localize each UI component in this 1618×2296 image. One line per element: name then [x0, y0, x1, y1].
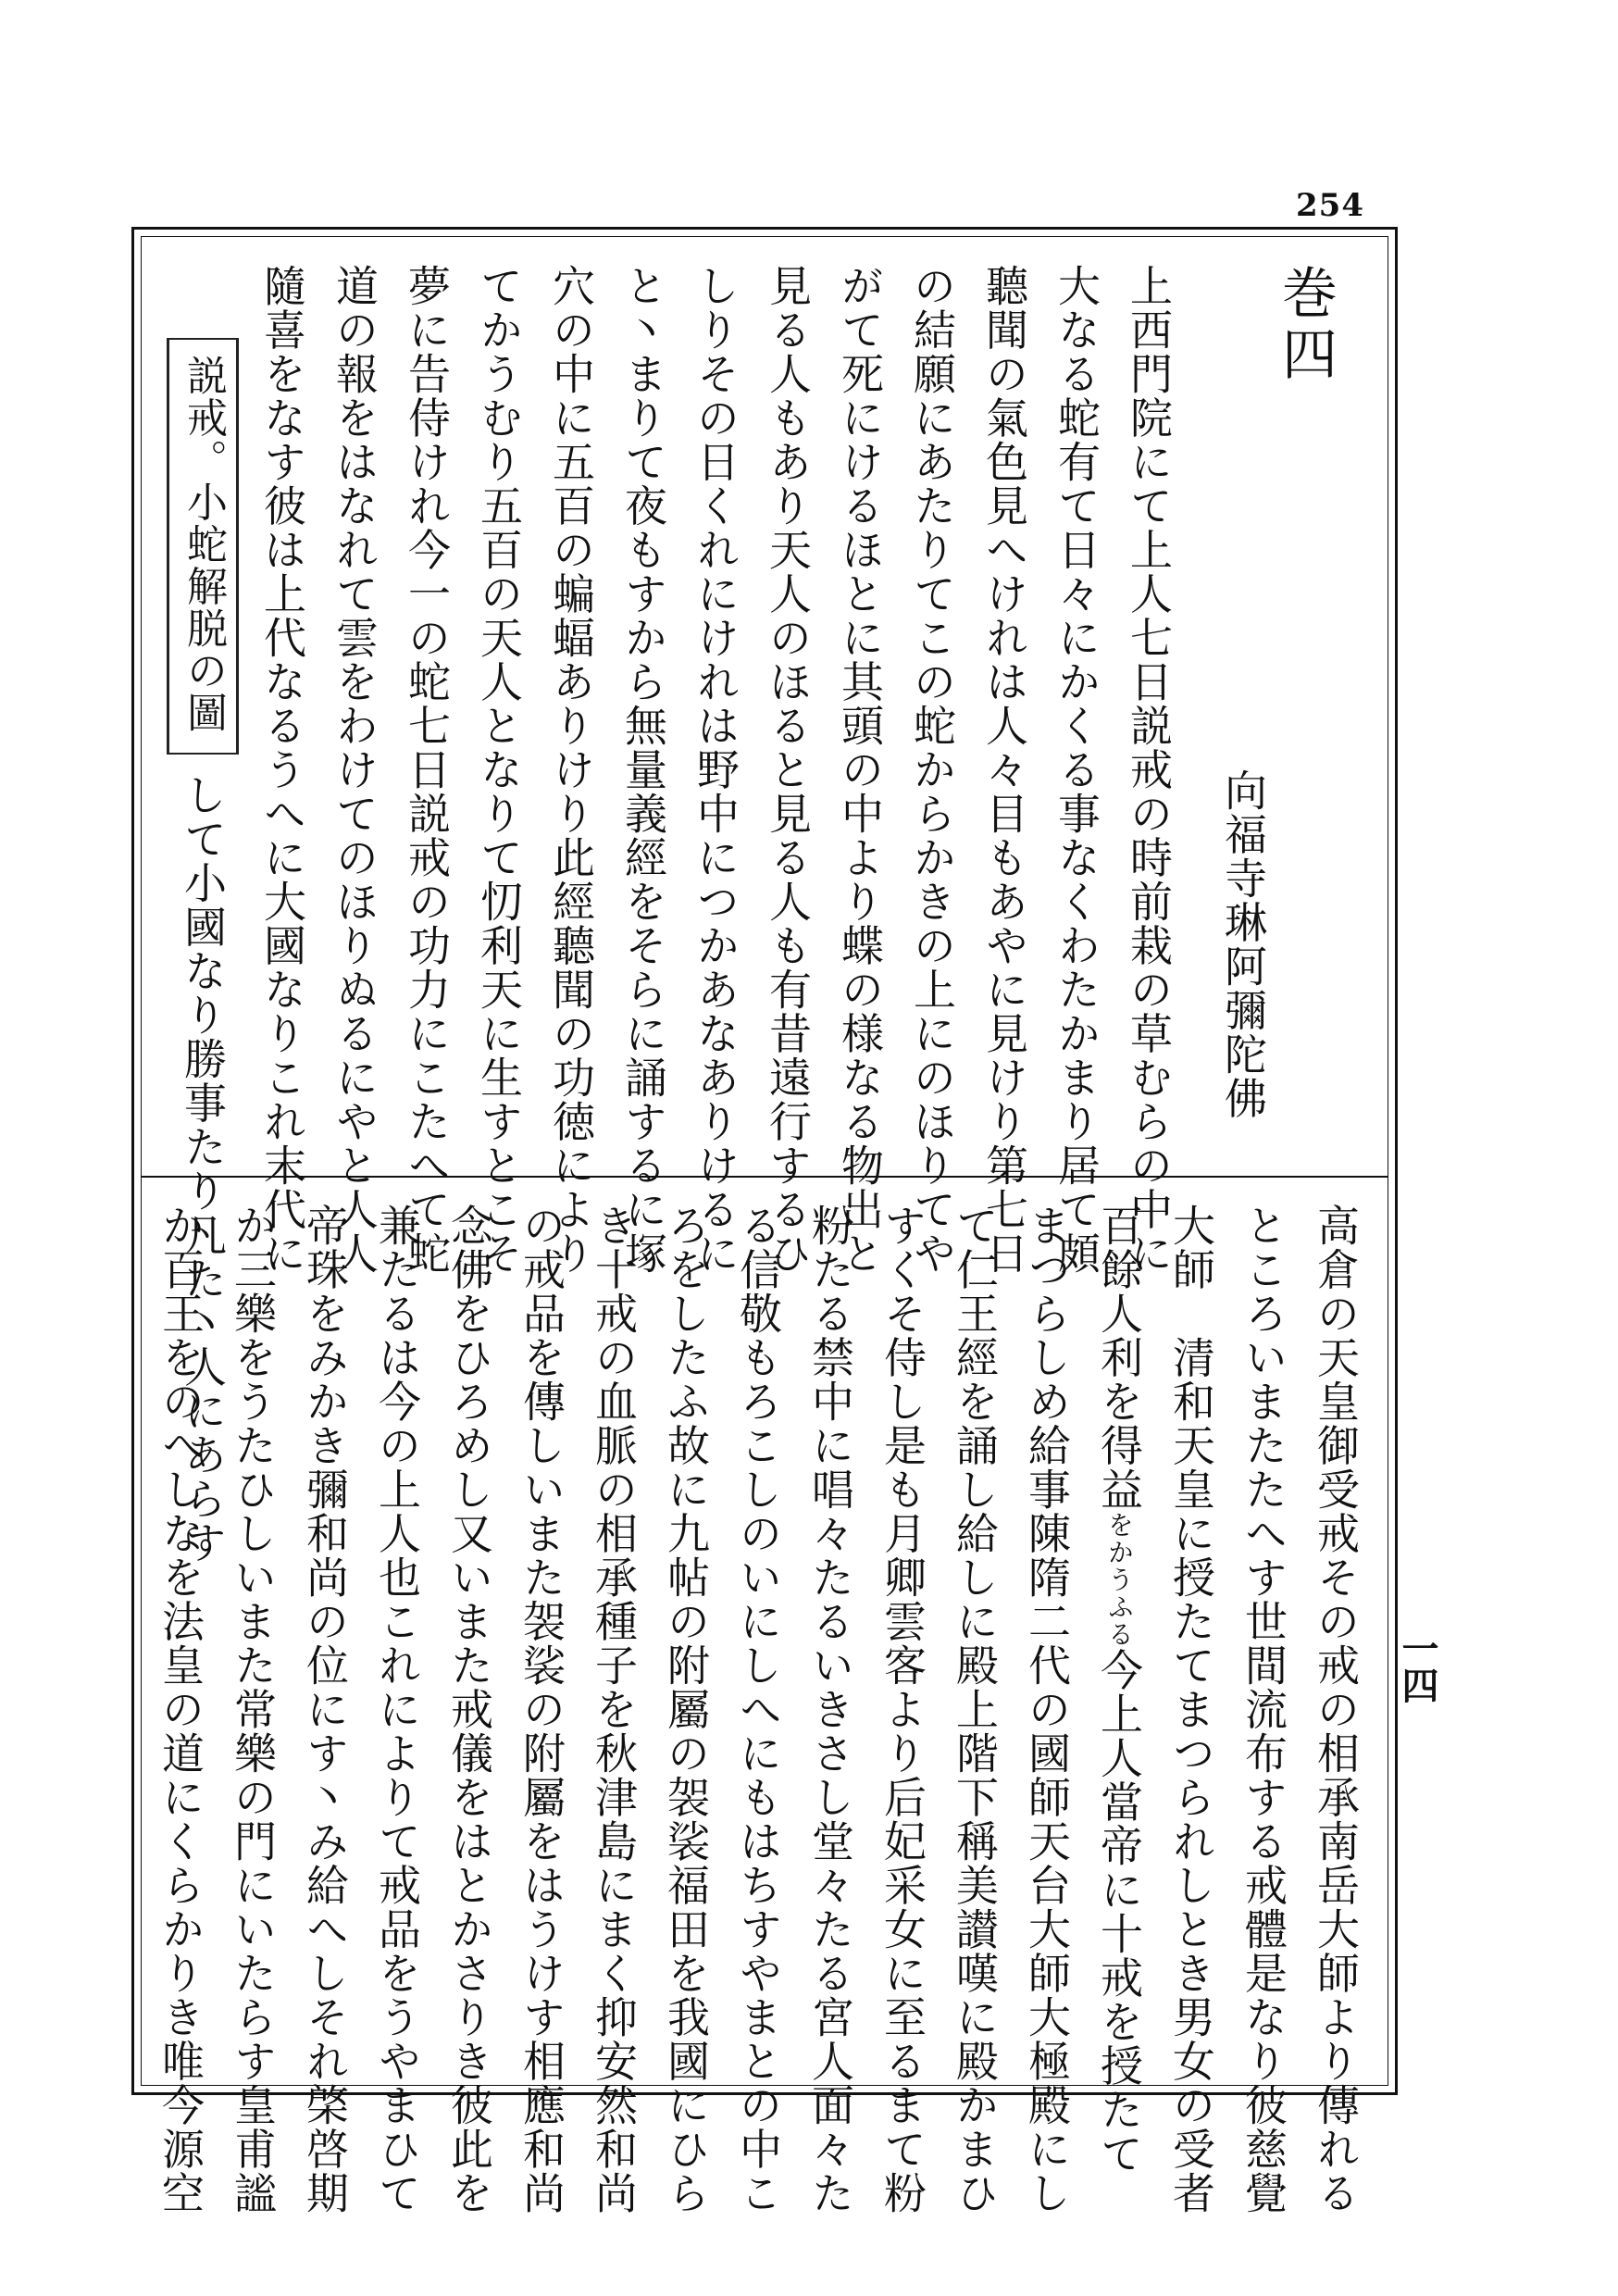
upper-line-11: 夢に告侍けれ今一の蛇七日説戒の功力にこたへて蛇: [402, 264, 452, 1276]
lower-line-11: き十戒の血脈の相承種子を秋津島にまく抑安然和尚: [589, 1204, 639, 2215]
lower-line-2: ところいまたたへす世間流布する戒體是なり彼慈覺: [1238, 1204, 1288, 2215]
lower-line-7: すくそ侍し是も月卿雲客より后妃采女に至るまて粉: [877, 1204, 927, 2215]
upper-line-5: がて死にけるほとに其頭の中より蝶の様なる物出と: [835, 264, 885, 1276]
lower-line-4: [1094, 1204, 1144, 2176]
upper-line-9: 穴の中に五百の蝙蝠ありけり此經聽聞の功徳により: [546, 264, 596, 1276]
lower-line-9: る信敬もろこしのいにしへにもはちすやまとの中こ: [733, 1204, 783, 2215]
upper-line-13: 隨喜をなす彼は上代なるうへに大國なりこれ末代に: [257, 264, 307, 1276]
lower-line-8: 粉たる禁中に唱々たるいきさし堂々たる宮人面々た: [805, 1204, 855, 2215]
lower-line-1: 高倉の天皇御受戒その戒の相承南岳大師より傳れる: [1311, 1204, 1361, 2215]
lower-line-10: ろをしたふ故に九帖の附屬の袈裟福田を我國にひら: [661, 1204, 711, 2215]
upper-line-2: 大なる蛇有て日々にかくる事なくわたかまり居て頗: [1052, 264, 1101, 1276]
upper-line-7: しりその日くれにけれは野中につかあなありけるに: [691, 264, 741, 1276]
upper-line-8: と丶まりて夜もすから無量義經をそらに誦するに塚: [618, 264, 668, 1276]
upper-line-3: 聽聞の氣色見へけれは人々目もあやに見けり第七日: [979, 264, 1029, 1276]
lower-line-3: 大師 清和天皇に授たてまつられしとき男女の受者: [1166, 1204, 1216, 2215]
page-number: 254: [1296, 187, 1364, 224]
upper-line-6: 見る人もあり天人のほると見る人も有昔遠行するひ: [763, 264, 813, 1276]
upper-line-4: の結願にあたりてこの蛇からかきの上にのほりてや: [907, 264, 957, 1276]
upper-line-12: 道の報をはなれて雲をわけてのほりぬるにやと人人: [330, 264, 380, 1276]
interlinear-note: をかうふる: [1104, 1511, 1135, 1648]
lower-line-4-after: 今上人當帝に十戒を授たて: [1094, 1648, 1144, 2176]
upper-line-10: てかうむり五百の天人となりて忉利天に生すとこそ: [474, 264, 524, 1276]
lower-line-4-before: 百餘人利を得益: [1094, 1204, 1144, 1512]
upper-line-14: して小國なり勝事たり凡た丶人にあらす: [178, 773, 228, 1565]
lower-line-14: 兼たるは今の上人也これによりて戒品をうやまひて: [372, 1204, 422, 2215]
lower-line-16: か三樂をうたひしいまた常樂の門にいたらす皇甫謐: [228, 1204, 278, 2215]
lower-line-5: まつらしめ給事陳隋二代の國師天台大師大極殿にし: [1022, 1204, 1072, 2215]
illustration-caption-box: [167, 338, 239, 755]
author-name: 向福寺琳阿彌陀佛: [1218, 768, 1268, 1120]
lower-line-6: て仁王經を誦し給しに殿上階下稱美讃嘆に殿かまひ: [950, 1204, 1000, 2215]
volume-heading: 巻四: [1273, 264, 1338, 386]
lower-line-17: か百王をのへしなを法皇の道にくらかりき唯今源空: [156, 1204, 205, 2215]
illustration-caption: 説戒。小蛇解脱の圖: [180, 355, 227, 734]
lower-line-12: の戒品を傳しいまた袈裟の附屬をはうけす相應和尚: [517, 1204, 566, 2215]
upper-line-1: 上西門院にて上人七日説戒の時前栽の草むらの中に: [1124, 264, 1174, 1276]
section-mark: 一四: [1396, 1629, 1439, 1703]
lower-line-15: 帝珠をみかき彌和尚の位にす丶み給へしそれ棨啓期: [300, 1204, 350, 2215]
lower-line-13: 念佛をひろめし又いまた戒儀をはとかさりき彼此を: [444, 1204, 494, 2215]
